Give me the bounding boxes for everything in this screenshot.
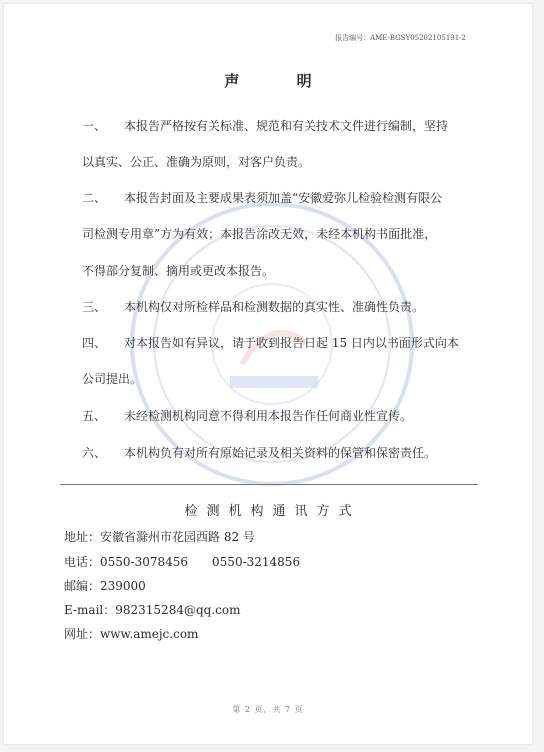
statement-5 <box>82 399 460 433</box>
statement-4 <box>82 326 460 360</box>
contact-website: 网址：www.amejc.com <box>64 627 199 641</box>
statement-number: 六、 <box>82 446 107 460</box>
section-divider <box>60 484 478 485</box>
contact-postcode: 邮编：239000 <box>64 579 146 593</box>
statement-text: 对本报告如有异议，请于收到报告日起 15 日内以书面形式向本 <box>124 336 459 350</box>
page-footer: 第 2 页，共 7 页 <box>232 705 304 714</box>
statement-text: 本报告严格按有关标准、规范和有关技术文件进行编制，坚持 <box>124 119 449 133</box>
report-number: 报告编号：AME-BGSY05202105191-2 <box>335 34 466 42</box>
statement-text: 本报告封面及主要成果表须加盖“安徽爱弥儿检验检测有限公 <box>124 191 443 205</box>
statement-text: 本机构负有对所有原始记录及相关资料的保管和保密责任。 <box>124 446 437 460</box>
statement-3 <box>82 290 460 324</box>
statement-text: 本机构仅对所检样品和检测数据的真实性、准确性负责。 <box>124 300 425 314</box>
statement-number: 四、 <box>82 336 107 350</box>
statement-number: 二、 <box>82 191 107 205</box>
statement-2 <box>82 181 460 215</box>
statement-number: 一、 <box>82 119 107 133</box>
statement-1-cont: 以真实、公正、准确为原则，对客户负责。 <box>82 155 311 169</box>
document-page <box>4 4 532 744</box>
statement-2-cont: 司检测专用章”方为有效；本报告涂改无效，未经本机构书面批准， <box>82 227 437 241</box>
statement-text: 未经检测机构同意不得利用本报告作任何商业性宣传。 <box>124 409 413 423</box>
statement-2-cont2: 不得部分复制、摘用或更改本报告。 <box>82 264 275 278</box>
contact-address: 地址：安徽省滁州市花园西路 82 号 <box>64 530 255 544</box>
statement-1 <box>82 109 460 143</box>
statement-4-cont: 公司提出。 <box>82 372 143 386</box>
contact-phone: 电话：0550-3078456 0550-3214856 <box>64 555 301 569</box>
contact-title: 检测机构通讯方式 <box>184 504 361 519</box>
page-title: 声 明 <box>224 72 338 90</box>
statement-number: 三、 <box>82 300 107 314</box>
statement-number: 五、 <box>82 409 107 423</box>
statement-6 <box>82 436 460 470</box>
contact-email: E-mail：982315284@qq.com <box>64 603 241 617</box>
